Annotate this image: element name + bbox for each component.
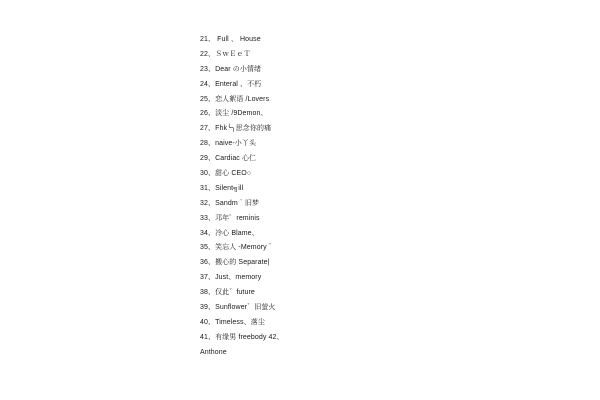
list-item: 34、冷心 Blame、	[200, 229, 259, 237]
nickname-list	[200, 33, 284, 361]
list-item: 37、Just、memory	[200, 274, 262, 282]
list-item: 32、Sandm｀旧梦	[200, 199, 260, 207]
list-item: 33、邛年゜reminis	[200, 214, 260, 222]
list-item: 40、Timeless、落尘	[200, 318, 265, 326]
list-item: 39、Sunflower゛旧萤火	[200, 304, 276, 312]
list-item: 31、Silent╗ill	[200, 184, 244, 192]
list-item: 28、naive-小丫头	[200, 140, 257, 148]
list-item: 35、笑忘人 -Memory ゛	[200, 244, 276, 252]
list-item: Anthone	[200, 348, 227, 356]
list-item: 38、仅此゛future	[200, 289, 255, 297]
list-item: 29、Cardiac 心仁	[200, 155, 257, 163]
list-item: 27、Fhk╰╮思念你的痛	[200, 125, 272, 133]
list-item: 41、有缘男 freebody 42、	[200, 333, 284, 341]
list-item: 25、恋人絮语 /Lovers	[200, 95, 270, 103]
list-item: 30、甜心 CEO○	[200, 170, 252, 178]
list-item: 22、ＳｗＥｅＴ	[200, 50, 251, 58]
list-item: 26、淡尘 /9Demon、	[200, 110, 268, 118]
list-item: 21、 Full 、 House	[200, 36, 261, 43]
list-item: 36、搬心的 Separate|	[200, 259, 270, 267]
list-item: 23、Dear の小情绪	[200, 65, 262, 73]
list-item: 24、Enteral 、不朽	[200, 80, 262, 88]
